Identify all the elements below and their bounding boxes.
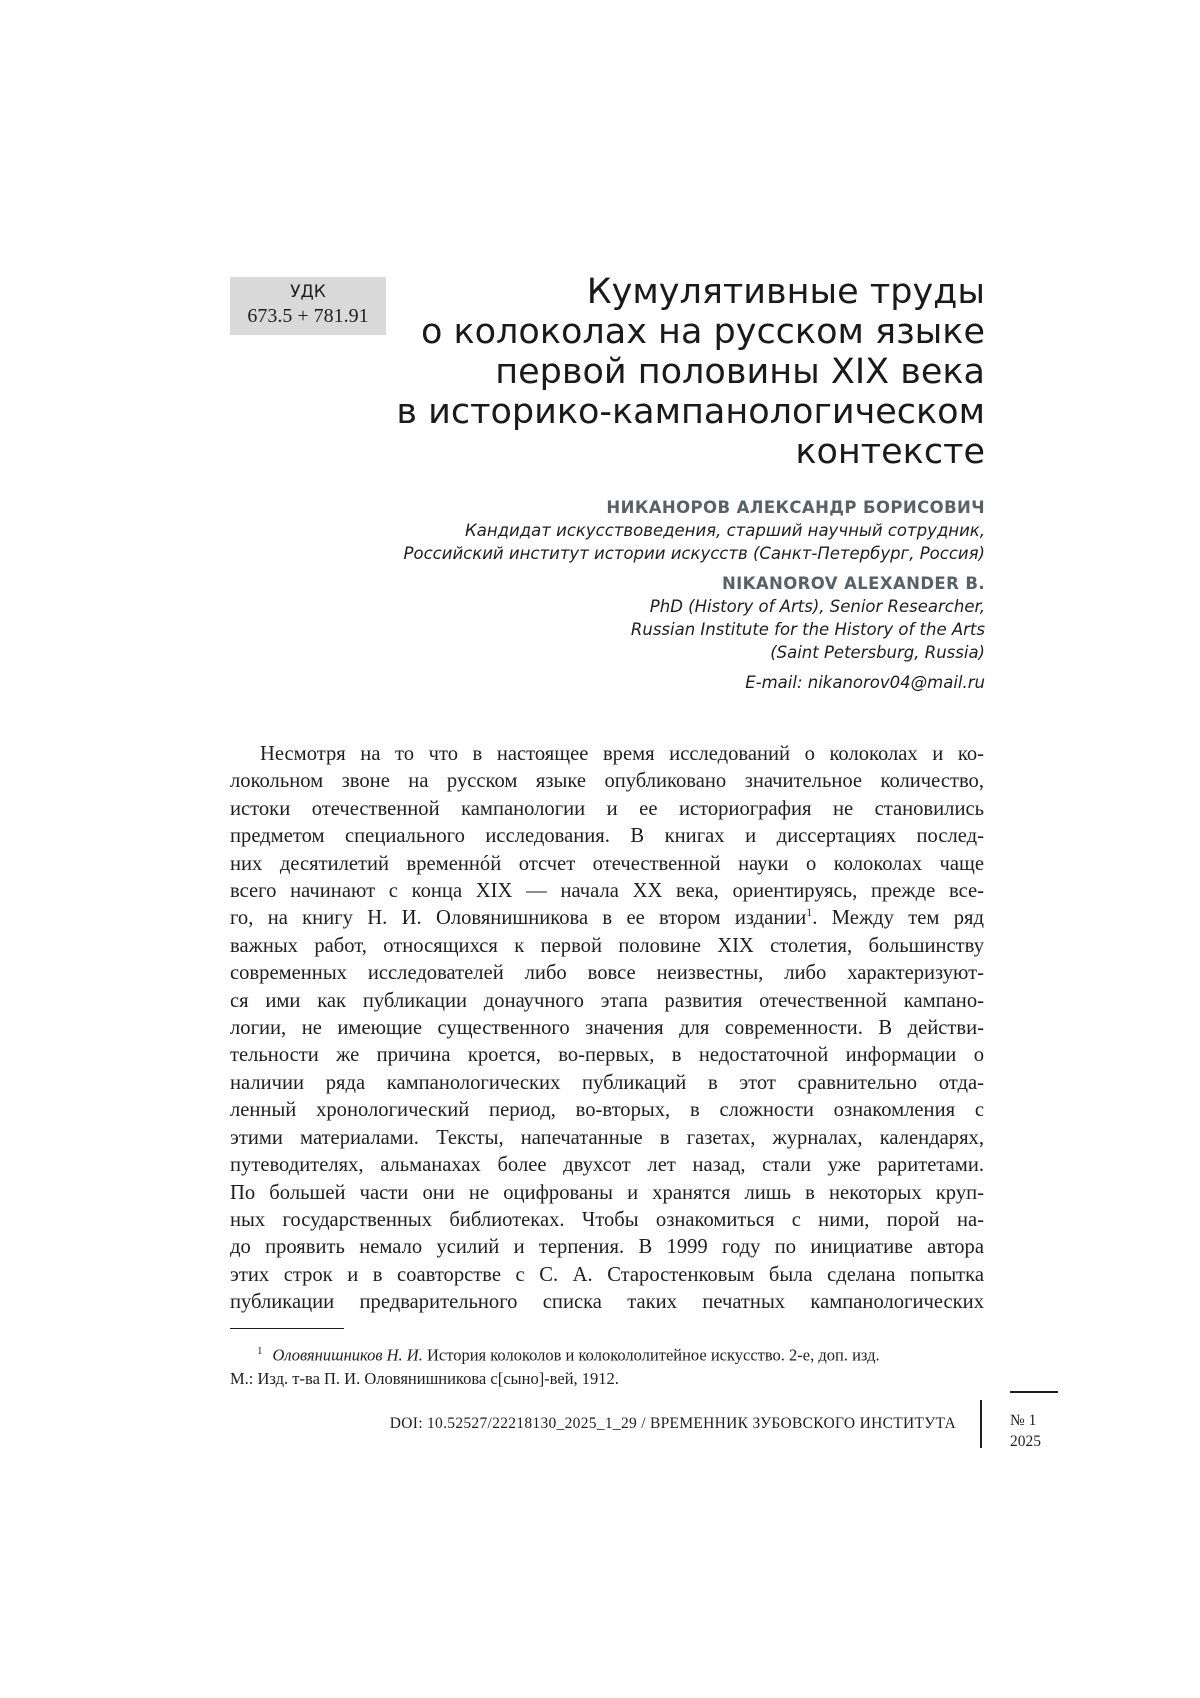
footnote	[230, 1340, 984, 1390]
body-line: современных исследователей либо вовсе неизвестны, либо характеризуют-	[230, 962, 984, 985]
body-line: истоки отечественной кампанологии и ее историография не становились	[230, 797, 984, 820]
body-line: ных государственных библиотеках. Чтобы ознакомиться с ними, порой на-	[230, 1208, 984, 1231]
author-ru	[330, 496, 985, 565]
body-line-text: го, на книгу Н. И. Оловянишникова в ее втором издании	[230, 907, 807, 930]
footer-divider	[980, 1400, 982, 1448]
issue-rule	[1010, 1391, 1058, 1393]
title-line: Кумулятивные труды	[586, 272, 985, 312]
author-en	[330, 572, 985, 664]
body-line-tail: . Между тем ряд	[812, 907, 984, 930]
body-paragraph	[230, 741, 984, 1317]
footnote-author: Оловянишников Н. И.	[272, 1345, 423, 1365]
footnote-text: История колоколов и колокололитейное искусство. 2-е, доп. изд.	[422, 1345, 880, 1365]
author-ru-affiliation	[330, 519, 985, 565]
author-en-name: NIKANOROV ALEXANDER B.	[721, 574, 985, 593]
footnote-line-1	[230, 1340, 984, 1367]
title-line: контексте	[795, 432, 985, 472]
body-line: предметом специального исследования. В книгах и диссертациях послед-	[230, 825, 984, 848]
body-line: тельности же причина кроется, во-первых, в недостаточной информации о	[230, 1044, 984, 1067]
body-line: до проявить немало усилий и терпения. В 1999 году по инициативе автора	[230, 1236, 984, 1259]
body-line: публикации предварительного списка таких печатных кампанологических	[230, 1291, 984, 1314]
footnote-divider	[230, 1328, 344, 1329]
footnote-ref[interactable]: 1	[806, 905, 813, 920]
footer-doi: DOI: 10.52527/22218130_2025_1_29 / ВРЕМЕННИК ЗУБОВСКОГО ИНСТИТУТА	[389, 1415, 956, 1432]
affiliation-line: Кандидат искусствоведения, старший научный сотрудник,	[465, 521, 985, 540]
body-line: логии, не имеющие существенного значения для современности. В действи-	[230, 1017, 984, 1040]
body-line: По большей части они не оцифрованы и хранятся лишь в некоторых круп-	[230, 1181, 984, 1204]
footnote-mark: 1	[257, 1345, 263, 1357]
body-line: наличии ряда кампанологических публикаций в этот сравнительно отда-	[230, 1071, 984, 1094]
udk-label: УДК	[290, 282, 326, 302]
title-line: первой половины XIX века	[495, 352, 985, 392]
body-line: них десятилетий временнóй отсчет отечественной науки о колоколах чаще	[230, 852, 984, 875]
body-line	[230, 905, 984, 932]
title-line: в историко-кампанологическом	[396, 392, 985, 432]
udk-box	[230, 277, 386, 335]
body-line: этими материалами. Тексты, напечатанные в газетах, журналах, календарях,	[230, 1126, 984, 1149]
affiliation-line: Russian Institute for the History of the Arts	[630, 620, 985, 639]
body-line: важных работ, относящихся к первой половине XIX столетия, большинству	[230, 934, 984, 957]
issue-number	[1010, 1410, 1041, 1452]
affiliation-line: (Saint Petersburg, Russia)	[770, 643, 985, 662]
footnote-line-2: М.: Изд. т-ва П. И. Оловянишникова с[сыно]-вей, 1912.	[230, 1368, 619, 1388]
body-line: путеводителях, альманахах более двухсот лет назад, стали уже раритетами.	[230, 1154, 984, 1177]
body-line: всего начинают с конца XIX — начала XX века, ориентируясь, прежде все-	[230, 880, 984, 903]
author-en-affiliation	[330, 595, 985, 664]
body-line: ленный хронологический период, во-вторых, в сложности ознакомления с	[230, 1099, 984, 1122]
issue-year: 2025	[1010, 1433, 1041, 1450]
body-line: этих строк и в соавторстве с С. А. Старостенковым была сделана попытка	[230, 1263, 984, 1286]
author-ru-name: НИКАНОРОВ АЛЕКСАНДР БОРИСОВИЧ	[606, 498, 985, 517]
issue-label: № 1	[1010, 1412, 1037, 1429]
body-line: Несмотря на то что в настоящее время исследований о колоколах и ко-	[260, 743, 984, 765]
article-title	[380, 272, 985, 472]
author-email: E-mail: nikanorov04@mail.ru	[745, 673, 985, 692]
body-line: ся ими как публикации донаучного этапа развития отечественной кампано-	[230, 989, 984, 1012]
title-line: о колоколах на русском языке	[420, 312, 985, 352]
body-line: локольном звоне на русском языке опубликовано значительное количество,	[230, 770, 984, 793]
udk-code: 673.5 + 781.91	[247, 305, 369, 327]
affiliation-line: PhD (History of Arts), Senior Researcher,	[649, 597, 985, 616]
affiliation-line: Российский институт истории искусств (Санкт-Петербург, Россия)	[403, 544, 985, 563]
